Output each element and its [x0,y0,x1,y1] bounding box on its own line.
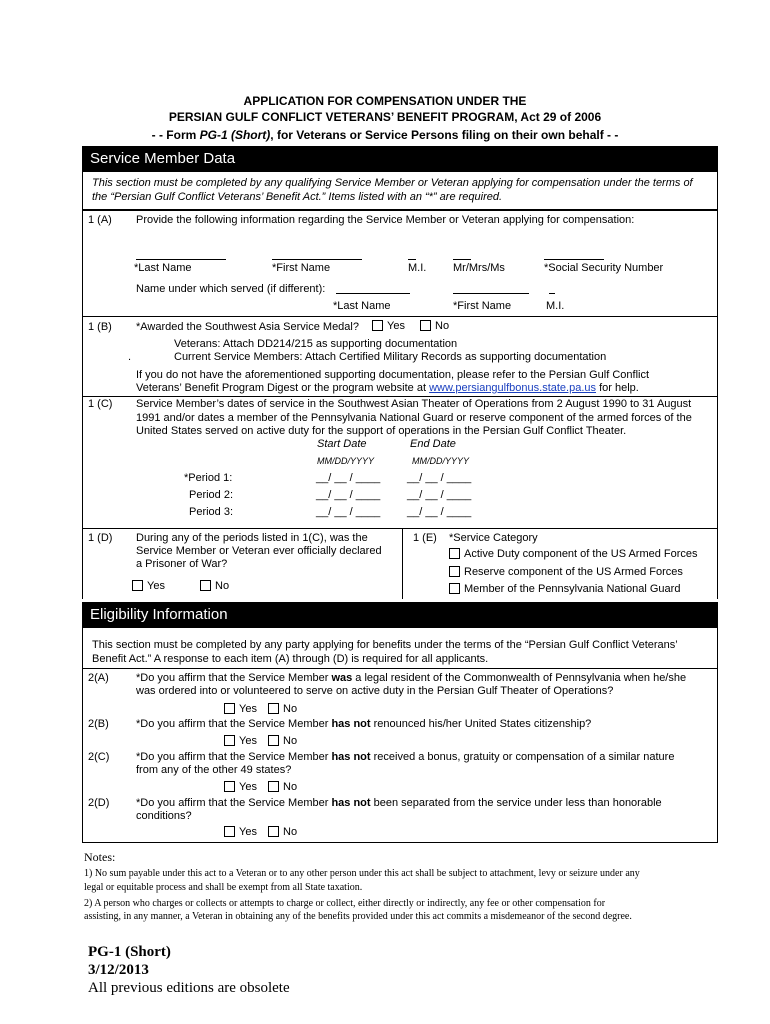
label-ssn: *Social Security Number [544,262,664,274]
served-first-name-field[interactable] [453,293,529,294]
period3-label: Period 3: [189,506,234,518]
period2-start-field[interactable]: __/ __ / ____ [316,489,381,501]
note1-line1: 1) No sum payable under this act to a Veteran or to any other person under this act shall be subject to attachment, levy or seizure under any [84,868,640,879]
last-name-field[interactable] [136,259,226,260]
digest-line1: If you do not have the aforementioned supporting documentation, please refer to the Persian Gulf Conflict [136,369,650,381]
q2d-line1: *Do you affirm that the Service Member has not been separated from the service under less than honorable [136,797,662,809]
q2a-line1: *Do you affirm that the Service Member was a legal resident of the Commonwealth of Pennsylvania when he/she [136,672,687,684]
checkbox-icon[interactable] [268,703,279,714]
checkbox-icon[interactable] [224,826,235,837]
checkbox-icon[interactable] [449,583,460,594]
form-title-line1: APPLICATION FOR COMPENSATION UNDER THE [243,94,527,108]
form-title-line3: - - Form PG-1 (Short), for Veterans or Service Persons filing on their own behalf - - [151,128,619,142]
q1d-line3: a Prisoner of War? [136,558,228,570]
checkbox-icon[interactable] [420,320,431,331]
q2d-line2: conditions? [136,810,192,822]
period3-start-field[interactable]: __/ __ / ____ [316,506,381,518]
footer-obsolete-notice: All previous editions are obsolete [88,980,290,996]
period1-end-field[interactable]: __/ __ / ____ [407,472,472,484]
q1d-line1: During any of the periods listed in 1(C), was the [136,532,368,544]
checkbox-icon[interactable] [268,781,279,792]
q2d-number: 2(D) [88,797,110,809]
q2b-number: 2(B) [88,718,109,730]
label-mi: M.I. [408,262,427,274]
q1d-yes[interactable]: Yes [132,580,165,592]
served-name-label: Name under which served (if different): [136,283,326,295]
note1-line2: legal or equitable process and shall be exempt from all State taxation. [84,882,363,893]
q1b-no[interactable]: No [420,320,449,332]
q1c-line1: Service Member’s dates of service in the Southwest Asian Theater of Operations from 2 August 1990 to 31 August [136,398,692,410]
checkbox-icon[interactable] [372,320,383,331]
q1d-no[interactable]: No [200,580,229,592]
label-first-name-2: *First Name [453,300,512,312]
checkbox-icon[interactable] [224,781,235,792]
note2-line2: assisting, in any manner, a Veteran in obtaining any of the benefits provided under this act commits a misdemeanor of the second degree. [84,911,632,922]
q1c-line3: United States served on active duty for the support of operations in the Persian Gulf Conflict Theater. [136,425,627,437]
end-date-format: MM/DD/YYYY [412,456,470,466]
first-name-field[interactable] [272,259,362,260]
footer-date: 3/12/2013 [88,962,149,978]
q2c-line1: *Do you affirm that the Service Member has not received a bonus, gratuity or compensation of a similar nature [136,751,675,763]
label-last-name-2: *Last Name [333,300,391,312]
checkbox-icon[interactable] [224,735,235,746]
title-field[interactable] [453,259,471,260]
form-title-line2: PERSIAN GULF CONFLICT VETERANS’ BENEFIT PROGRAM, Act 29 of 2006 [168,110,602,124]
q2b-no[interactable]: No [268,735,297,747]
q1a-number: 1 (A) [88,214,112,226]
ssn-field[interactable] [544,259,604,260]
notes-title: Notes: [84,850,116,864]
period1-start-field[interactable]: __/ __ / ____ [316,472,381,484]
checkbox-icon[interactable] [268,735,279,746]
veterans-attach-text: Veterans: Attach DD214/215 as supporting documentation [174,338,458,350]
bullet-dot: . [128,351,132,363]
q2d-yes[interactable]: Yes [224,826,257,838]
section-bar-service-member: Service Member Data [82,146,718,172]
checkbox-icon[interactable] [449,566,460,577]
category-national-guard[interactable]: Member of the Pennsylvania National Guard [449,583,680,595]
period3-end-field[interactable]: __/ __ / ____ [407,506,472,518]
checkbox-icon[interactable] [268,826,279,837]
checkbox-icon[interactable] [449,548,460,559]
note2-line1: 2) A person who charges or collects or attempts to charge or collect, either directly or indirectly, any fee or other compensation for [84,898,606,909]
q1a-text: Provide the following information regarding the Service Member or Veteran applying for compensation: [136,214,635,226]
q2b-line1: *Do you affirm that the Service Member has not renounced his/her United States citizenship? [136,718,592,730]
q1c-number: 1 (C) [88,398,113,410]
current-members-attach-text: Current Service Members: Attach Certified Military Records as supporting documentation [174,351,607,363]
q1d-line2: Service Member or Veteran ever officially declared [136,545,382,557]
category-active-duty[interactable]: Active Duty component of the US Armed Forces [449,548,698,560]
served-last-name-field[interactable] [336,293,410,294]
footer-form-id: PG-1 (Short) [88,944,171,960]
service-intro-line1: This section must be completed by any qualifying Service Member or Veteran applying for compensation under the terms of [92,177,693,189]
q1d-number: 1 (D) [88,532,113,544]
served-mi-field[interactable] [549,293,555,294]
checkbox-icon[interactable] [200,580,211,591]
q1b-yes[interactable]: Yes [372,320,405,332]
mi-field[interactable] [408,259,416,260]
section-bar-eligibility: Eligibility Information [82,602,718,628]
eligibility-intro-line2: Benefit Act.” A response to each item (A) through (D) is required for all applicants. [92,653,489,665]
checkbox-icon[interactable] [224,703,235,714]
q2b-yes[interactable]: Yes [224,735,257,747]
q2c-number: 2(C) [88,751,110,763]
q1b-text: *Awarded the Southwest Asia Service Medal? [136,321,359,333]
q1b-number: 1 (B) [88,321,112,333]
q1e-number: 1 (E) [413,532,437,544]
category-reserve[interactable]: Reserve component of the US Armed Forces [449,566,683,578]
q2c-yes[interactable]: Yes [224,781,257,793]
q2c-no[interactable]: No [268,781,297,793]
service-intro-line2: the “Persian Gulf Conflict Veterans’ Benefit Act.” Items listed with an “*” are required. [92,191,503,203]
q2a-number: 2(A) [88,672,109,684]
start-date-header: Start Date [317,438,367,450]
label-mi-2: M.I. [546,300,565,312]
q2a-no[interactable]: No [268,703,297,715]
q1e-title: *Service Category [449,532,538,544]
q2d-no[interactable]: No [268,826,297,838]
program-website-link[interactable]: www.persiangulfbonus.state.pa.us [429,382,597,394]
q1c-line2: 1991 and/or dates a member of the Pennsylvania National Guard or reserve component of the armed forces of the [136,412,692,424]
label-title: Mr/Mrs/Ms [453,262,505,274]
period1-label: *Period 1: [184,472,233,484]
digest-line2: Veterans’ Benefit Program Digest or the program website at www.persiangulfbonus.state.pa.us for help. [136,382,639,394]
eligibility-intro-line1: This section must be completed by any party applying for benefits under the terms of the “Persian Gulf Conflict Veterans’ [92,639,678,651]
start-date-format: MM/DD/YYYY [317,456,375,466]
label-first-name: *First Name [272,262,331,274]
checkbox-icon[interactable] [132,580,143,591]
end-date-header: End Date [410,438,456,450]
period2-label: Period 2: [189,489,234,501]
q2a-yes[interactable]: Yes [224,703,257,715]
label-last-name: *Last Name [134,262,192,274]
q2c-line2: from any of the other 49 states? [136,764,292,776]
period2-end-field[interactable]: __/ __ / ____ [407,489,472,501]
q2a-line2: was ordered into or volunteered to serve on active duty in the Persian Gulf Theater of Operations? [136,685,614,697]
